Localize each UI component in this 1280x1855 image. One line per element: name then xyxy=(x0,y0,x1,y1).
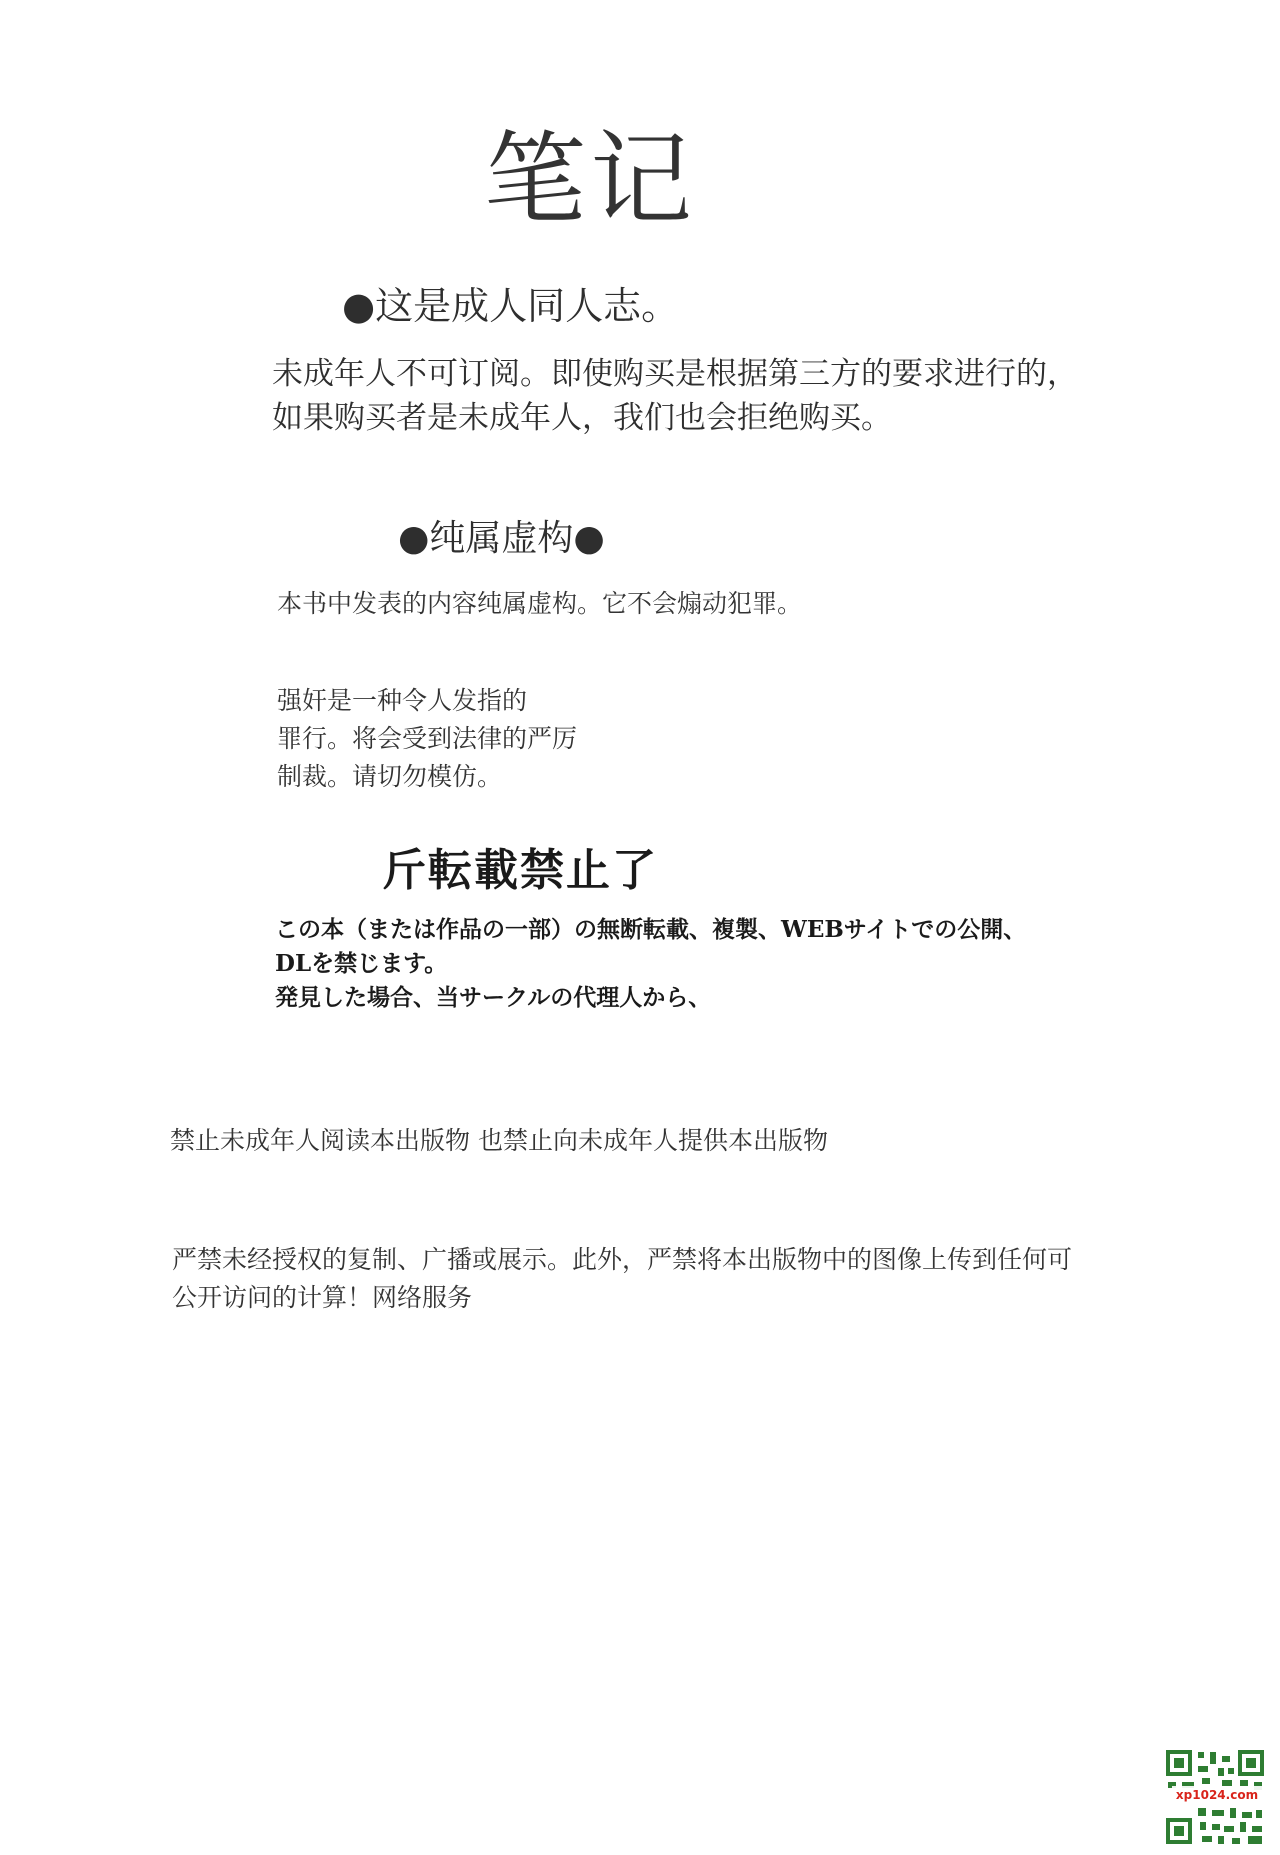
minor-prohibition-notice: 禁止未成年人阅读本出版物 也禁止向未成年人提供本出版物 xyxy=(170,1126,828,1155)
adult-notice-line: 未成年人不可订阅。即使购买是根据第三方的要求进行的， xyxy=(272,356,1078,392)
watermark-label: xp1024.com xyxy=(1172,1786,1262,1804)
fiction-heading: ●纯属虚构● xyxy=(398,518,605,559)
crime-warning-line: 罪行。将会受到法律的严厉 xyxy=(277,724,578,753)
reprint-prohibited-heading: 斤転載禁止了 xyxy=(382,845,658,896)
adult-notice-line: 如果购买者是未成年人，我们也会拒绝购买。 xyxy=(272,400,892,436)
reprint-prohibited-text xyxy=(275,913,1026,1015)
qr-code-watermark xyxy=(1162,1746,1268,1848)
reprint-line: DLを禁じます。 xyxy=(275,950,448,977)
crime-warning-text xyxy=(277,682,577,796)
page-title: 笔记 xyxy=(484,121,696,240)
crime-warning-line: 强奸是一种令人发指的 xyxy=(277,686,528,715)
crime-warning-line: 制裁。请切勿模仿。 xyxy=(277,762,503,791)
fiction-text: 本书中发表的内容纯属虚构。它不会煽动犯罪。 xyxy=(277,589,803,618)
copyright-line: 公开访问的计算！网络服务 xyxy=(172,1283,473,1312)
adult-notice-heading: ●这是成人同人志。 xyxy=(342,284,680,328)
reprint-line: この本（または作品の一部）の無断転載、複製、WEBサイトでの公開、 xyxy=(275,916,1027,943)
copyright-notice xyxy=(172,1241,1072,1317)
adult-notice-text xyxy=(272,352,1078,440)
reprint-line: 発見した場合、当サークルの代理人から、 xyxy=(275,984,712,1011)
copyright-line: 严禁未经授权的复制、广播或展示。此外，严禁将本出版物中的图像上传到任何可 xyxy=(172,1245,1073,1274)
